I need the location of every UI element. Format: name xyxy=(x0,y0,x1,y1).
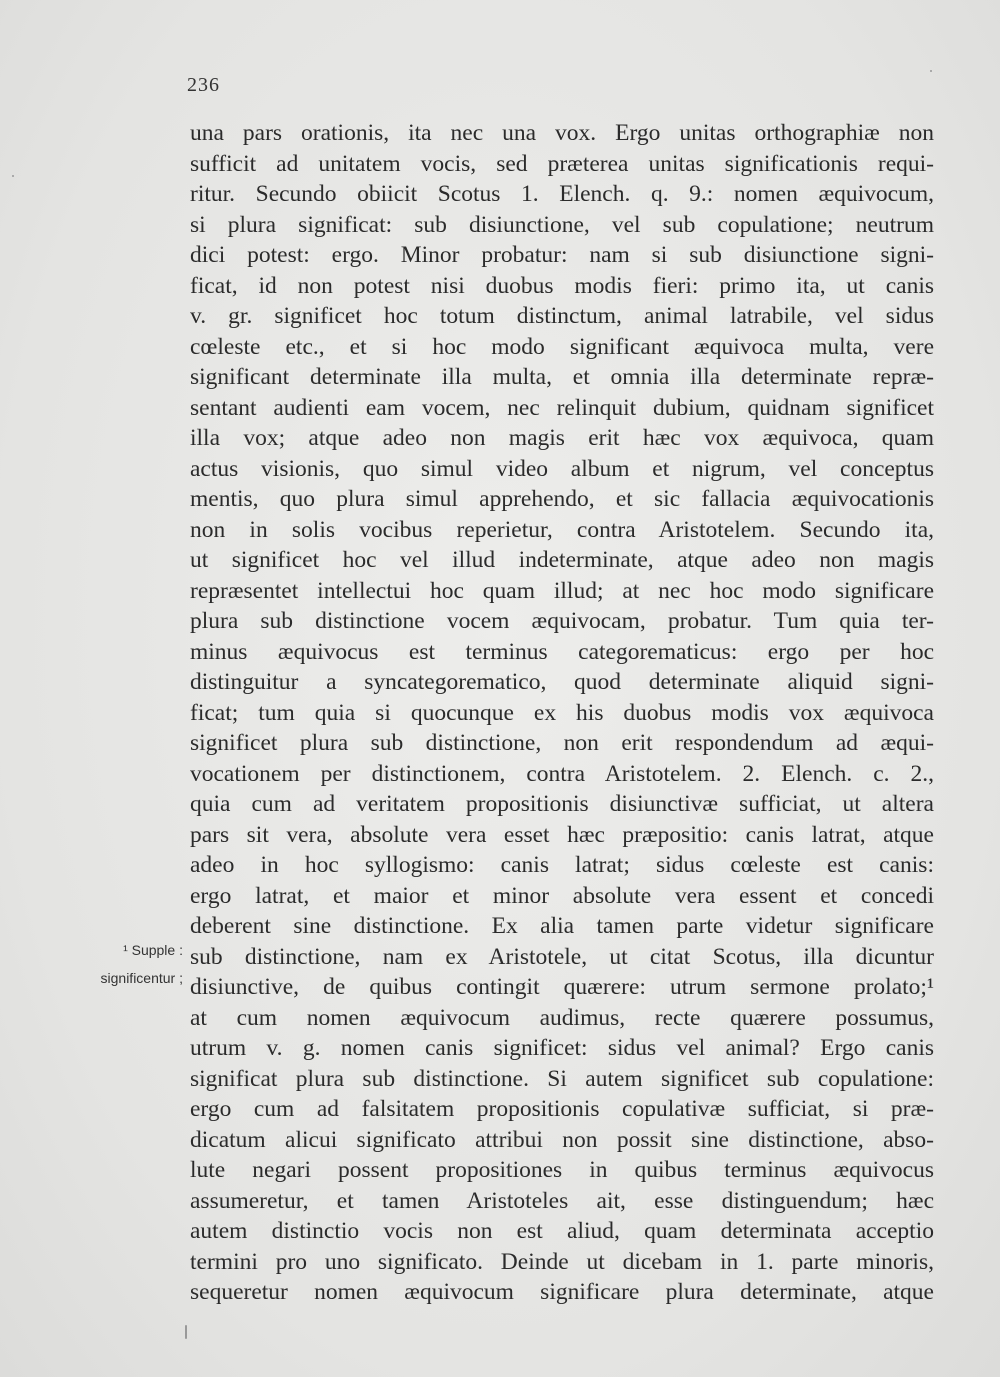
text-line: disiunctive, de quibus contingit quærere: utrum sermone prolato;¹ xyxy=(190,974,934,1000)
text-line: si plura significat: sub disiunctione, vel sub copulatione; neutrum xyxy=(190,211,934,238)
margin-note-line-2: significentur ; xyxy=(100,970,183,986)
text-line: ut significet hoc vel illud indeterminate, atque adeo non magis xyxy=(190,547,934,573)
text-line: pars sit vera, absolute vera esset hæc præpositio: canis latrat, atque xyxy=(190,821,934,848)
text-line: illa vox; atque adeo non magis erit hæc vox æquivoca, quam xyxy=(190,425,934,451)
text-line: utrum v. g. nomen canis significet: sidus vel animal? Ergo canis xyxy=(190,1035,934,1061)
text-line: distinguitur a syncategorematico, quod determinate aliquid signi- xyxy=(190,669,934,695)
text-line: minus æquivocus est terminus categorematicus: ergo per hoc xyxy=(190,638,934,665)
text-line: quia cum ad veritatem propositionis disiunctivæ sufficiat, ut altera xyxy=(190,791,934,817)
text-line: sub distinctione, nam ex Aristotele, ut citat Scotus, illa dicuntur xyxy=(190,943,934,970)
text-line: adeo in hoc syllogismo: canis latrat; sidus cœleste est canis: xyxy=(190,852,934,878)
text-line: significet plura sub distinctione, non erit respondendum ad æqui- xyxy=(190,730,934,756)
text-line: sufficit ad unitatem vocis, sed præterea unitas significationis requi- xyxy=(190,150,934,177)
text-line: at cum nomen æquivocum audimus, recte quærere possumus, xyxy=(190,1004,934,1031)
text-line: ergo cum ad falsitatem propositionis copulativæ sufficiat, si præ- xyxy=(190,1096,934,1122)
text-line: autem distinctio vocis non est aliud, quam determinata acceptio xyxy=(190,1218,934,1244)
text-line: significat plura sub distinctione. Si autem significet sub copulatione: xyxy=(190,1065,934,1092)
text-line: vocationem per distinctionem, contra Aristotelem. 2. Elench. c. 2., xyxy=(190,760,934,787)
text-line: termini pro uno significato. Deinde ut dicebam in 1. parte minoris, xyxy=(190,1248,934,1275)
text-line: non in solis vocibus reperietur, contra Aristotelem. Secundo ita, xyxy=(190,516,934,543)
text-line: deberent sine distinctione. Ex alia tamen parte videtur significare xyxy=(190,913,934,939)
margin-note-line-1: ¹ Supple : xyxy=(123,942,183,958)
text-line: ergo latrat, et maior et minor absolute vera essent et concedi xyxy=(190,882,934,909)
text-line: cœleste etc., et si hoc modo significant æquivoca multa, vere xyxy=(190,333,934,360)
text-line: una pars orationis, ita nec una vox. Ergo unitas orthographiæ non xyxy=(190,120,934,146)
text-line: sequeretur nomen æquivocum significare plura determinate, atque xyxy=(190,1279,934,1305)
text-line: ficat, id non potest nisi duobus modis fieri: primo ita, ut canis xyxy=(190,272,934,299)
page-number: 236 xyxy=(187,74,220,96)
text-line: mentis, quo plura simul apprehendo, et sic fallacia æquivocationis xyxy=(190,486,934,512)
text-line: significant determinate illa multa, et omnia illa determinate repræ- xyxy=(190,364,934,390)
text-line: plura sub distinctione vocem æquivocam, probatur. Tum quia ter- xyxy=(190,608,934,634)
text-line: dicatum alicui significato attribui non possit sine distinctione, abso- xyxy=(190,1126,934,1153)
text-line: assumeretur, et tamen Aristoteles ait, esse distinguendum; hæc xyxy=(190,1187,934,1214)
text-line: v. gr. significet hoc totum distinctum, animal latrabile, vel sidus xyxy=(190,303,934,329)
paper-speck xyxy=(185,1325,187,1339)
text-line: ficat; tum quia si quocunque ex his duobus modis vox æquivoca xyxy=(190,699,934,726)
text-line: dici potest: ergo. Minor probatur: nam si sub disiunctione signi- xyxy=(190,242,934,268)
text-line: actus visionis, quo simul video album et nigrum, vel conceptus xyxy=(190,455,934,482)
paper-speck xyxy=(930,70,932,72)
text-line: lute negari possent propositiones in quibus terminus æquivocus xyxy=(190,1157,934,1183)
body-text xyxy=(190,118,934,1308)
paper-speck xyxy=(12,175,14,177)
text-line: repræsentet intellectui hoc quam illud; at nec hoc modo significare xyxy=(190,577,934,604)
text-line: ritur. Secundo obiicit Scotus 1. Elench. q. 9.: nomen æquivocum, xyxy=(190,181,934,207)
text-line: sentant audienti eam vocem, nec relinquit dubium, quidnam significet xyxy=(190,394,934,421)
